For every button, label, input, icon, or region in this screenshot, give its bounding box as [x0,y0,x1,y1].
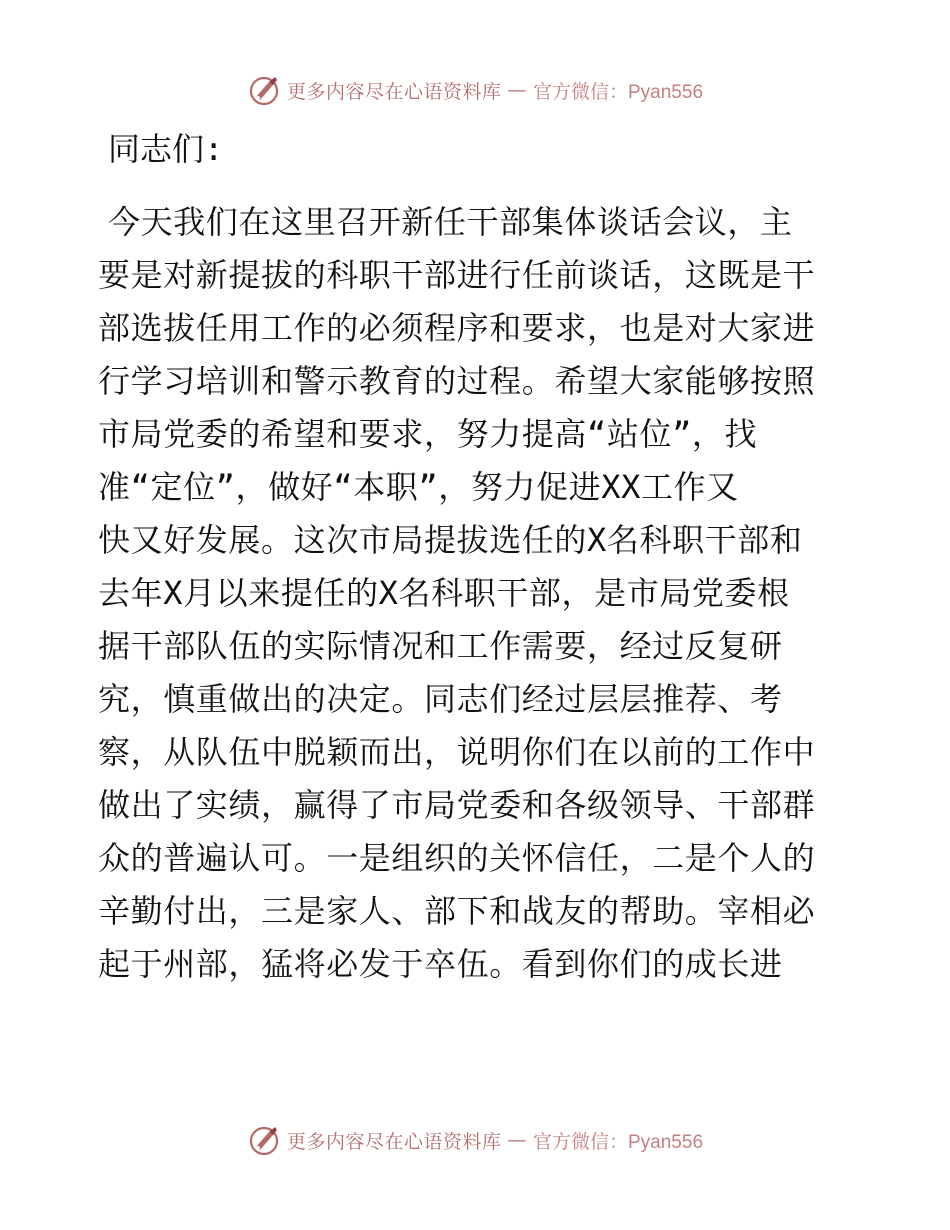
watermark-wechat-text: 官方微信：Pyan556 [533,1131,704,1153]
text-line: 众的普遍认可。一是组织的关怀信任，二是个人的 [98,839,816,877]
text-line: 今天我们在这里召开新任干部集体谈话会议，主 [108,203,793,241]
watermark-brand-text: 更多内容尽在心语资料库 [286,80,502,103]
text-line: 察，从队伍中脱颖而出，说明你们在以前的工作中 [98,733,816,771]
footer-watermark [0,1120,950,1160]
text-line: 准“定位”，做好“本职”，努力促进XX工作又 [98,468,739,506]
text-line: 要是对新提拔的科职干部进行任前谈话，这既是干 [98,256,816,294]
text-line: 辛勤付出，三是家人、部下和战友的帮助。宰相必 [98,892,816,930]
watermark-dash: — [507,79,527,101]
header-watermark [0,70,950,110]
text-line: 做出了实绩，赢得了市局党委和各级领导、干部群 [98,786,816,824]
pen-quill-logo-icon [247,73,281,107]
text-line: 究，慎重做出的决定。同志们经过层层推荐、考 [98,680,783,718]
text-line: 行学习培训和警示教育的过程。希望大家能够按照 [98,362,816,400]
text-line: 据干部队伍的实际情况和工作需要，经过反复研 [98,627,783,665]
watermark-dash: — [507,1129,527,1151]
pen-quill-logo-icon [247,1123,281,1157]
speech-body [98,196,858,991]
text-line: 市局党委的希望和要求，努力提高“站位”，找 [98,415,758,453]
watermark-wechat-text: 官方微信：Pyan556 [533,81,704,103]
text-line: 起于州部，猛将必发于卒伍。看到你们的成长进 [98,945,783,983]
watermark-brand-text: 更多内容尽在心语资料库 [286,1130,502,1153]
text-line: 快又好发展。这次市局提拔选任的X名科职干部和 [98,521,803,559]
text-line: 部选拔任用工作的必须程序和要求，也是对大家进 [98,309,816,347]
text-line: 去年X月以来提任的X名科职干部，是市局党委根 [98,574,790,612]
salutation: 同志们: [108,130,224,168]
